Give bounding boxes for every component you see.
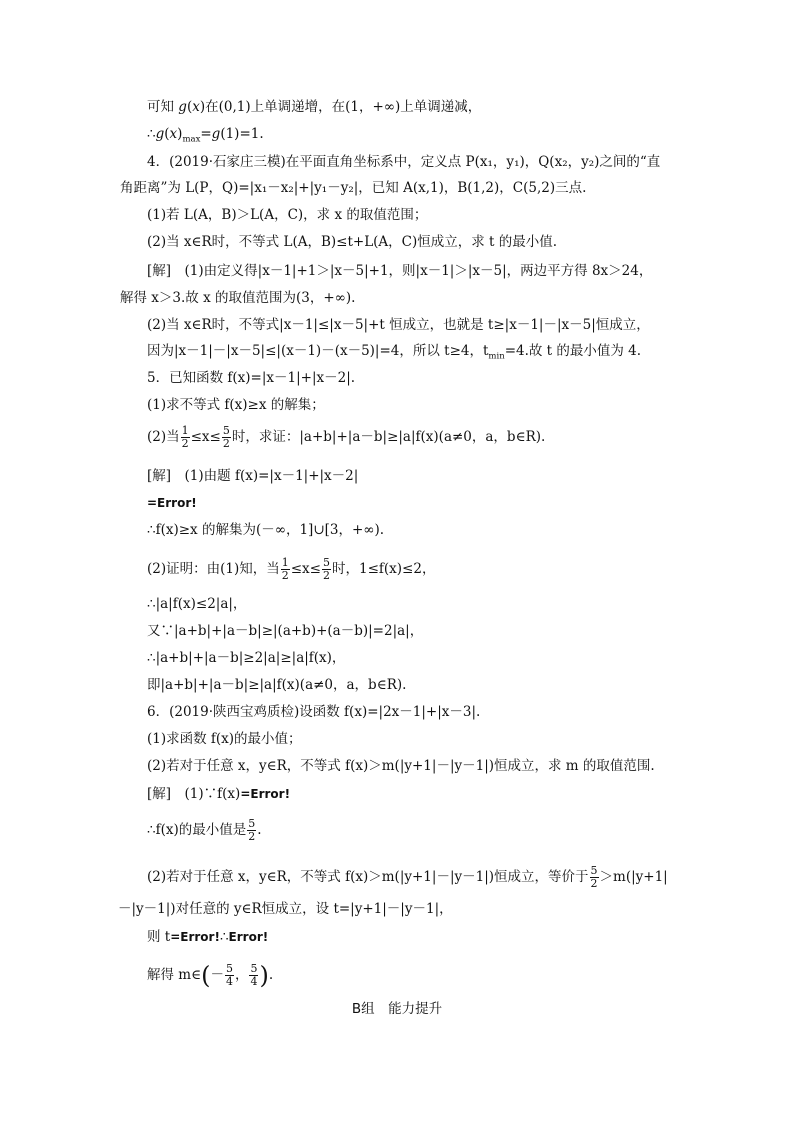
text: ) <box>177 126 183 142</box>
text: (2)证明：由(1)知，当 <box>147 561 280 577</box>
problem-4-q1: (1)若 L(A，B)＞L(A，C)，求 x 的取值范围； <box>147 207 428 223</box>
problem-4-solution-1: [解] (1)由定义得|x－1|+1＞|x－5|+1，则|x－1|＞|x－5|，两边平方得 8x＞24， <box>147 263 653 279</box>
problem-5-solution-8: 即|a+b|+|a－b|≥|a|f(x)(a≠0，a，b∈R). <box>147 677 407 693</box>
text: ＞m(|y+1| <box>599 869 668 885</box>
text: ≤x≤ <box>190 429 221 445</box>
text: (2)当 <box>147 429 180 445</box>
problem-6-solution-3 <box>147 865 668 890</box>
left-paren: ( <box>201 961 211 990</box>
problem-4-line2: 角距离”为 L(P，Q)=|x₁－x₂|+|y₁－y₂|，已知 A(x,1)，B(1,2)，C(5,2)三点. <box>120 180 587 196</box>
text: － <box>210 967 224 983</box>
text: ( <box>186 99 193 115</box>
text: ( <box>164 126 170 142</box>
problem-6-q1: (1)求函数 f(x)的最小值； <box>147 731 302 747</box>
text: 因为|x－1|－|x－5|≤|(x－1)－(x－5)|=4，所以 t≥4，t <box>147 343 489 359</box>
text: ≤x≤ <box>290 561 321 577</box>
problem-4-title: 4．(2019·石家庄三模)在平面直角坐标系中，定义点 P(x₁，y₁)，Q(x₂，y₂)之间的“直 <box>147 154 661 170</box>
text: 时，1≤f(x)≤2， <box>332 561 436 577</box>
section-heading: B组 能力提升 <box>351 1001 443 1017</box>
text: ∴ <box>219 929 229 945</box>
text-line <box>147 125 264 143</box>
error-text: =Error! <box>240 787 291 801</box>
problem-5-title: 5．已知函数 f(x)=|x－1|+|x－2|. <box>147 370 356 386</box>
error-text: =Error! <box>170 930 220 944</box>
text: g <box>155 126 165 142</box>
problem-5-solution-3: ∴f(x)≥x 的解集为(－∞，1]∪[3，+∞). <box>147 522 385 538</box>
fraction-five-halves: $\frac{5}{2}$ <box>323 556 330 582</box>
text: x <box>169 126 178 142</box>
fraction-five-quarters: $\frac{5}{4}$ <box>225 962 233 988</box>
subscript: min <box>488 351 505 362</box>
text: (1)=1. <box>220 126 264 142</box>
text: g <box>178 99 187 115</box>
problem-4-solution-4 <box>147 342 641 360</box>
problem-5-solution-5: ∴|a|f(x)≤2|a|， <box>147 596 247 612</box>
problem-6-q2: (2)若对于任意 x，y∈R，不等式 f(x)＞m(|y+1|－|y－1|)恒成立，求 m 的取值范围. <box>147 758 655 774</box>
problem-6-solution-4: －|y－1|)对任意的 y∈R恒成立，设 t=|y+1|－|y－1|， <box>118 901 453 917</box>
text: (2)若对于任意 x，y∈R，不等式 f(x)＞m(|y+1|－|y－1|)恒成立，等价于 <box>147 869 589 885</box>
problem-5-q1: (1)求不等式 f(x)≥x 的解集； <box>147 397 325 413</box>
right-paren: ) <box>259 961 269 990</box>
text: [解] (1)∵f(x) <box>147 786 241 802</box>
problem-6-solution-6 <box>147 963 273 988</box>
text: ， <box>234 967 249 983</box>
problem-4-solution-3: (2)当 x∈R时，不等式|x－1|≤|x－5|+t 恒成立，也就是 t≥|x－1|－|x－5|恒成立， <box>147 317 650 333</box>
text: . <box>257 822 262 838</box>
text: )在(0,1)上单调递增，在(1，+∞)上单调递减， <box>199 99 482 115</box>
fraction-one-half: $\frac{1}{2}$ <box>181 424 189 450</box>
fraction-five-halves: $\frac{5}{2}$ <box>222 424 230 450</box>
text-line <box>147 98 481 116</box>
text: g <box>211 126 221 142</box>
problem-6-solution-2 <box>147 818 262 843</box>
problem-5-solution-6: 又∵|a+b|+|a－b|≥|(a+b)+(a－b)|=2|a|， <box>147 623 424 639</box>
fraction-five-halves: $\frac{5}{2}$ <box>590 864 598 890</box>
problem-6-solution-1 <box>147 785 290 803</box>
subscript: max <box>182 134 201 145</box>
text: ∴f(x)的最小值是 <box>147 822 247 838</box>
problem-4-q2: (2)当 x∈R时，不等式 L(A，B)≤t+L(A，C)恒成立，求 t 的最小值. <box>147 234 558 250</box>
text: 可知 <box>147 99 179 115</box>
fraction-one-half: $\frac{1}{2}$ <box>281 556 289 582</box>
problem-4-solution-2: 解得 x＞3.故 x 的取值范围为(3，+∞). <box>120 290 356 306</box>
text: = <box>200 126 212 142</box>
problem-5-solution-7: ∴|a+b|+|a－b|≥2|a|≥|a|f(x)， <box>147 650 346 666</box>
error-text: =Error! <box>147 496 197 510</box>
problem-5-solution-1: [解] (1)由题 f(x)=|x－1|+|x－2| <box>147 468 359 484</box>
text: x <box>192 99 200 115</box>
error-text: Error! <box>228 930 269 944</box>
problem-6-solution-5 <box>147 928 268 946</box>
text: 时，求证：|a+b|+|a－b|≥|a|f(x)(a≠0，a，b∈R). <box>231 429 546 445</box>
problem-5-solution-4 <box>147 557 435 582</box>
fraction-five-halves: $\frac{5}{2}$ <box>248 817 256 843</box>
text: 解得 m∈ <box>147 967 202 983</box>
text: . <box>268 967 274 983</box>
text: 则 t <box>147 929 171 945</box>
fraction-five-quarters: $\frac{5}{4}$ <box>250 962 258 988</box>
text: ∴ <box>147 126 156 142</box>
problem-5-q2 <box>147 425 545 450</box>
text: =4.故 t 的最小值为 4. <box>504 343 642 359</box>
problem-6-title: 6．(2019·陕西宝鸡质检)设函数 f(x)=|2x－1|+|x－3|. <box>147 704 481 720</box>
